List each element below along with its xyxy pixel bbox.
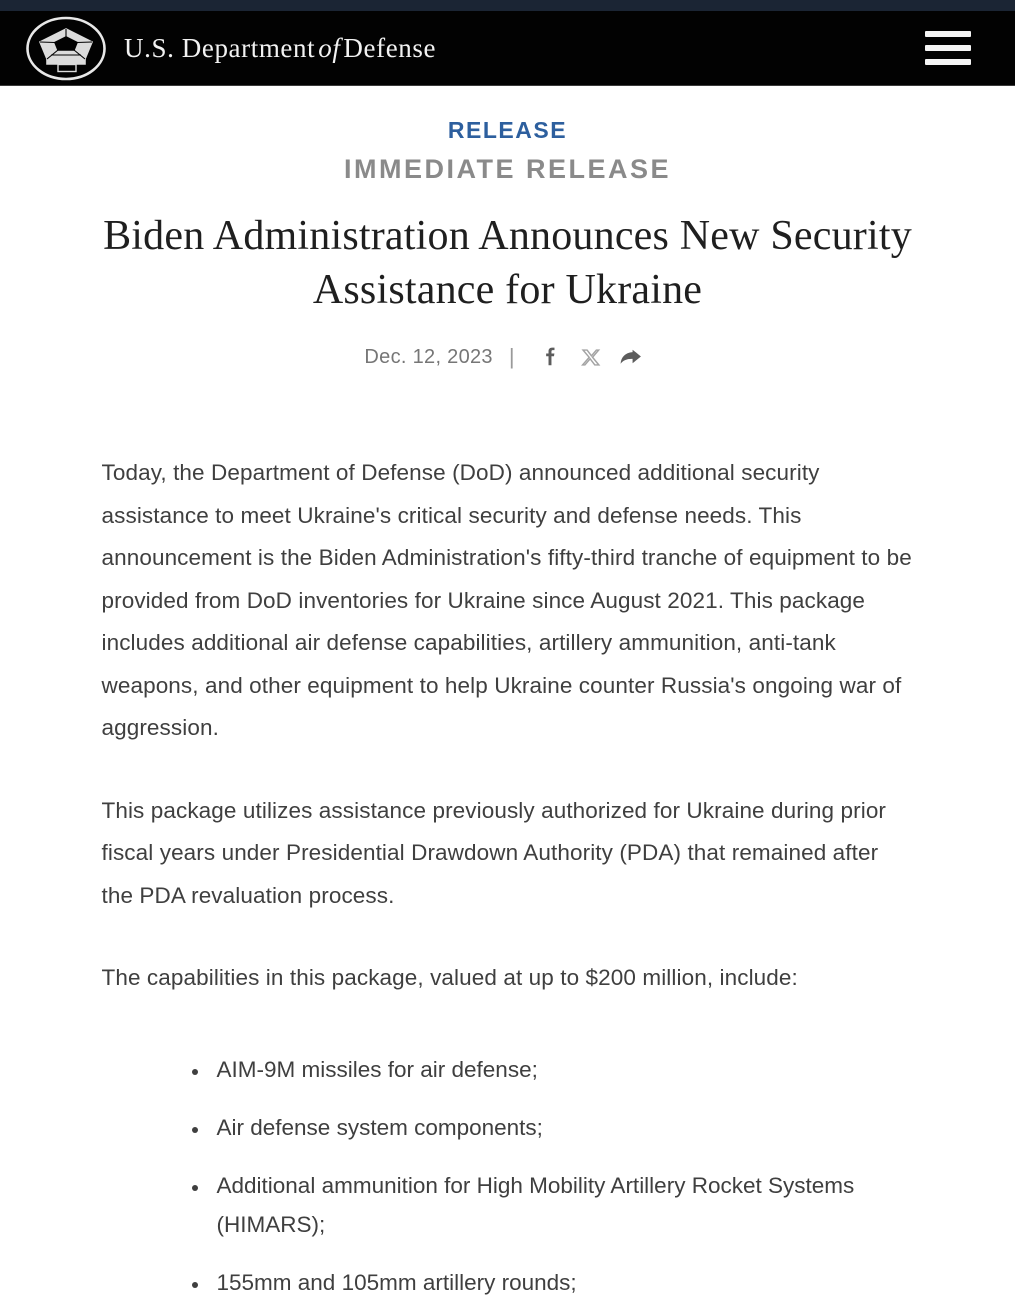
list-item: • 155mm and 105mm artillery rounds; bbox=[210, 1263, 914, 1302]
list-item: • Air defense system components; bbox=[210, 1108, 914, 1147]
share-arrow-icon[interactable] bbox=[618, 344, 644, 370]
capabilities-list bbox=[102, 1050, 914, 1302]
list-item: • AIM-9M missiles for air defense; bbox=[210, 1050, 914, 1089]
main-content bbox=[102, 117, 914, 1302]
publish-date: Dec. 12, 2023 bbox=[364, 345, 493, 368]
facebook-icon[interactable] bbox=[538, 344, 564, 370]
home-link[interactable] bbox=[24, 15, 436, 82]
top-strip bbox=[0, 0, 1015, 11]
x-icon[interactable] bbox=[578, 344, 604, 370]
meta-separator: | bbox=[508, 344, 515, 369]
paragraph: This package utilizes assistance previously authorized for Ukraine during prior fiscal years under Presidential Drawdown Authority (PDA) that remained after the PDA revaluation process. bbox=[101, 797, 887, 908]
article-meta bbox=[102, 344, 914, 370]
site-header bbox=[0, 11, 1015, 86]
immediate-release-label: IMMEDIATE RELEASE bbox=[343, 154, 671, 184]
page-title: Biden Administration Announces New Security Assistance for Ukraine bbox=[103, 213, 912, 313]
paragraph: Today, the Department of Defense (DoD) announced additional security assistance to meet Ukraine's critical security and defense needs. This announcement is the Biden Administration's fifty-third tranche of equipment to be provided from DoD inventories for Ukraine since August 2021. This package includes additional air defense capabilities, artillery ammunition, anti-tank weapons, and other equipment to help Ukraine counter Russia's ongoing war of aggression. bbox=[101, 460, 912, 740]
release-kicker-link[interactable]: RELEASE bbox=[447, 117, 568, 143]
pentagon-seal-icon bbox=[24, 15, 108, 82]
paragraph: The capabilities in this package, valued at up to $200 million, include: bbox=[101, 965, 798, 990]
hamburger-menu-icon[interactable] bbox=[925, 31, 971, 65]
brand-title: U.S. Department of Defense bbox=[124, 32, 437, 63]
list-item: • Additional ammunition for High Mobility Artillery Rocket Systems (HIMARS); bbox=[210, 1166, 914, 1244]
article-body bbox=[102, 452, 914, 1302]
